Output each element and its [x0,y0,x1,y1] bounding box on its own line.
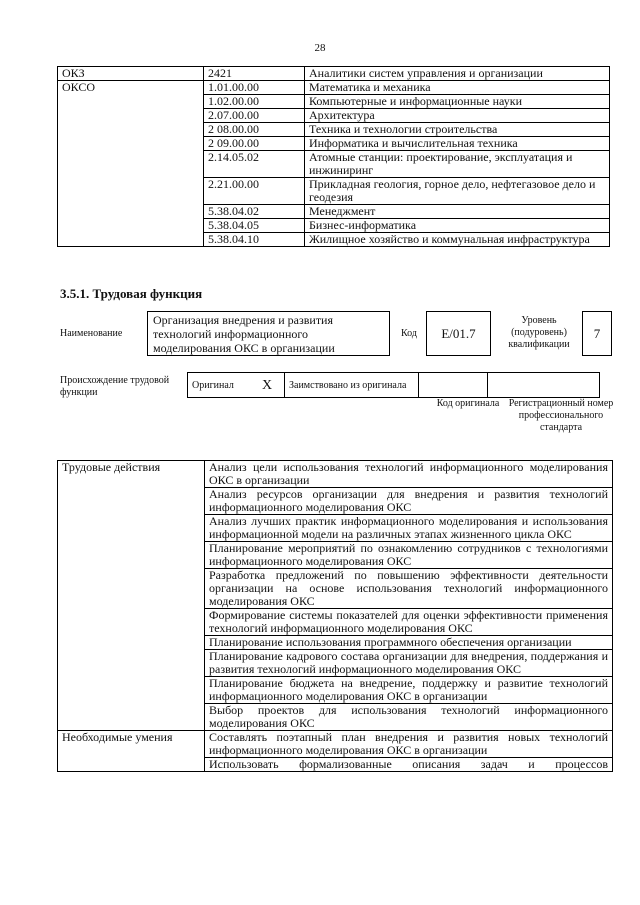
classifier-name: Аналитики систем управления и организации [305,67,610,81]
borrowed-cell: Заимствовано из оригинала [285,373,419,398]
classifier-name: Техника и технологии строительства [305,123,610,137]
classifier-code: 2.21.00.00 [204,178,305,205]
classifier-name: Атомные станции: проектирование, эксплуатация и инжиниринг [305,151,610,178]
code-label: Код [401,328,417,339]
classifier-code: 2 09.00.00 [204,137,305,151]
classifier-name: Менеджмент [305,205,610,219]
registration-number-cell [488,373,600,398]
required-skill-row [58,731,613,758]
function-code-box: E/01.7 [426,311,491,356]
classifier-label: ОКЗ [58,67,204,81]
required-skill-item: Составлять поэтапный план внедрения и развития новых технологий информационного моделирования ОКС в организации [205,731,613,758]
labor-action-item: Планирование кадрового состава организации для внедрения, поддержания и развития технологий информационного моделирования ОКС [205,650,613,677]
classifier-name: Бизнес-информатика [305,219,610,233]
classifier-code: 1.02.00.00 [204,95,305,109]
classification-row [58,81,610,95]
origin-table [187,372,600,398]
labor-action-item: Планирование бюджета на внедрение, поддержку и развитие технологий информационного моделирования ОКС в организации [205,677,613,704]
required-skill-label: Необходимые умения [58,731,205,772]
origin-label: Происхождение трудовой функции [60,375,170,398]
registration-number-caption: Регистрационный номер профессионального стандарта [508,398,614,433]
name-label: Наименование [60,328,123,339]
classifier-name: Архитектура [305,109,610,123]
labor-action-label: Трудовые действия [58,461,205,731]
function-name-box: Организация внедрения и развития технологий информационного моделирования ОКС в организации [147,311,390,356]
original-mark: X [250,373,285,398]
classifier-code: 5.38.04.10 [204,233,305,247]
labor-action-row [58,461,613,488]
classifier-code: 2.14.05.02 [204,151,305,178]
classifier-code: 2 08.00.00 [204,123,305,137]
classifier-name: Прикладная геология, горное дело, нефтегазовое дело и геодезия [305,178,610,205]
original-code-cell [419,373,488,398]
required-skill-item: Использовать формализованные описания задач и процессов [205,758,613,772]
labor-action-item: Планирование мероприятий по ознакомлению сотрудников с технологиями информационного моделирования ОКС [205,542,613,569]
original-code-caption: Код оригинала [436,398,500,409]
original-cell: Оригинал [188,373,251,398]
function-details-table [57,460,613,772]
labor-action-item: Анализ лучших практик информационного моделирования и использования информационной модели на различных этапах жизненного цикла ОКС [205,515,613,542]
classifier-code: 5.38.04.02 [204,205,305,219]
classifier-code: 5.38.04.05 [204,219,305,233]
labor-action-item: Формирование системы показателей для оценки эффективности применения технологий информационного моделирования ОКС [205,609,613,636]
classification-table [57,66,610,247]
labor-action-item: Анализ цели использования технологий информационного моделирования ОКС в организации [205,461,613,488]
classifier-name: Математика и механика [305,81,610,95]
classifier-code: 2421 [204,67,305,81]
classifier-name: Жилищное хозяйство и коммунальная инфраструктура [305,233,610,247]
labor-action-item: Выбор проектов для использования технологий информационного моделирования ОКС [205,704,613,731]
classifier-code: 2.07.00.00 [204,109,305,123]
labor-action-item: Анализ ресурсов организации для внедрения и развития технологий информационного моделирования ОКС [205,488,613,515]
classifier-label: ОКСО [58,81,204,247]
classifier-name: Компьютерные и информационные науки [305,95,610,109]
level-label: Уровень (подуровень) квалификации [508,315,570,350]
section-title: 3.5.1. Трудовая функция [60,286,203,301]
classifier-code: 1.01.00.00 [204,81,305,95]
classifier-name: Информатика и вычислительная техника [305,137,610,151]
classification-row [58,67,610,81]
labor-action-item: Разработка предложений по повышению эффективности деятельности организации на основе использования технологий информационного моделирования ОКС [205,569,613,609]
labor-action-item: Планирование использования программного обеспечения организации [205,636,613,650]
qualification-level-box: 7 [582,311,612,356]
page-number: 28 [314,42,326,54]
